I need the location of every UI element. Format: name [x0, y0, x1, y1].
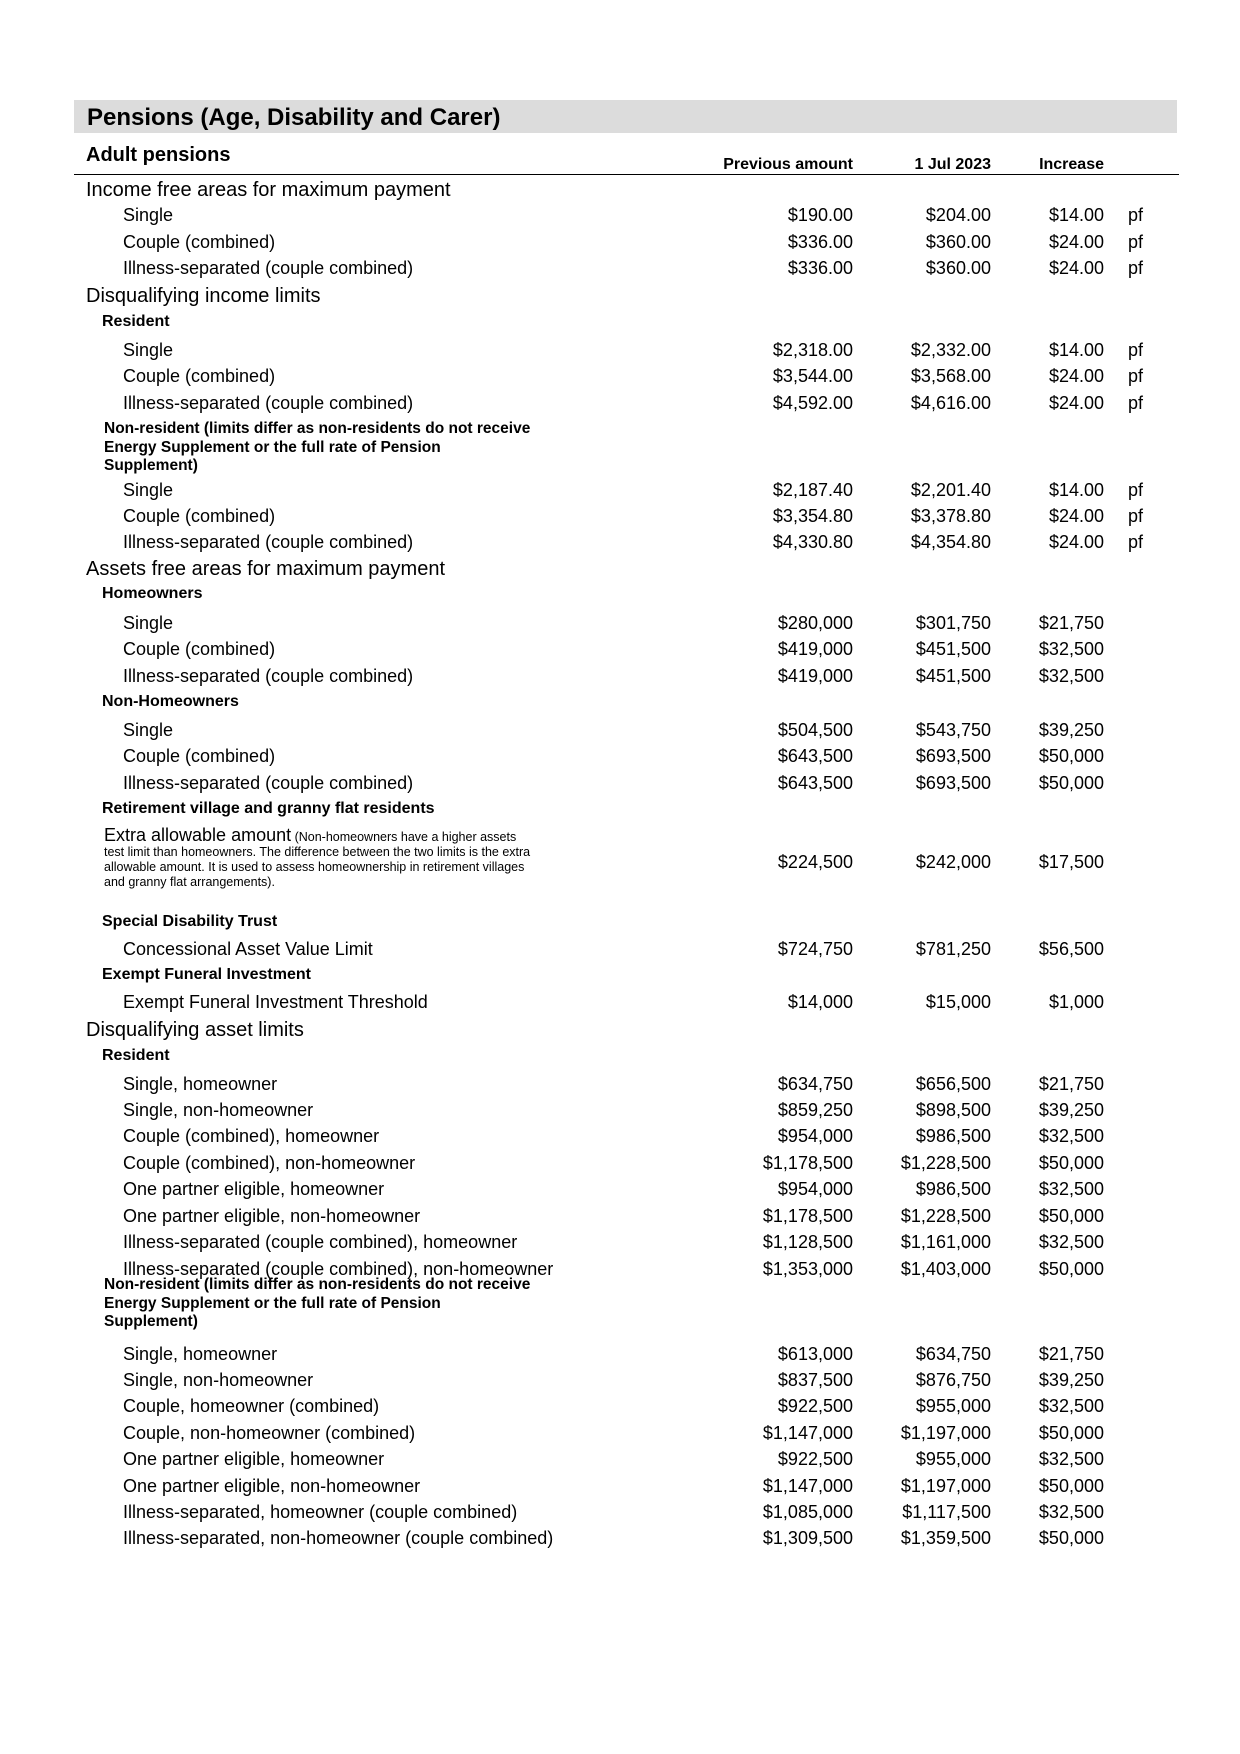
previous-amount: $1,147,000 — [762, 1476, 853, 1496]
increase-amount: $50,000 — [1038, 1423, 1104, 1443]
row-label: Illness-separated (couple combined) — [123, 258, 414, 278]
new-amount: $693,500 — [915, 773, 991, 793]
row-label: Single — [123, 613, 174, 633]
previous-amount: $1,147,000 — [762, 1423, 853, 1443]
row-label-note: (Non-homeowners have a higher assets test limit than homeowners. The difference between the two limits is the extra allowable amount. It is used to assess homeownership in retirement villages and granny flat arrangements). — [104, 830, 531, 889]
row-label: Concessional Asset Value Limit — [123, 939, 373, 959]
row-label: Illness-separated (couple combined) — [123, 666, 414, 686]
increase-amount: $24.00 — [1048, 532, 1104, 552]
increase-amount: $39,250 — [1038, 1100, 1104, 1120]
previous-amount: $1,178,500 — [762, 1206, 853, 1226]
previous-amount: $922,500 — [777, 1396, 853, 1416]
row-label: One partner eligible, homeowner — [123, 1179, 385, 1199]
row-label: Disqualifying income limits — [86, 285, 321, 307]
row-label: Couple (combined) — [123, 746, 276, 766]
row-label: Couple (combined) — [123, 366, 276, 386]
row-label: Single, homeowner — [123, 1074, 278, 1094]
row-label: Resident — [102, 313, 170, 330]
previous-amount: $954,000 — [777, 1126, 853, 1146]
increase-amount: $39,250 — [1038, 1370, 1104, 1390]
row-label: Illness-separated (couple combined) — [123, 773, 414, 793]
new-amount: $1,161,000 — [900, 1232, 991, 1252]
new-amount: $955,000 — [915, 1449, 991, 1469]
row-flag: pf — [1128, 340, 1144, 360]
page-title: Pensions (Age, Disability and Carer) — [87, 104, 501, 131]
previous-amount: $2,187.40 — [772, 480, 853, 500]
row-label: Exempt Funeral Investment Threshold — [123, 992, 428, 1012]
previous-amount: $1,178,500 — [762, 1153, 853, 1173]
new-amount: $634,750 — [915, 1344, 991, 1364]
previous-amount: $3,354.80 — [772, 506, 853, 526]
new-amount: $781,250 — [915, 939, 991, 959]
increase-amount: $50,000 — [1038, 1528, 1104, 1548]
new-amount: $955,000 — [915, 1396, 991, 1416]
increase-amount: $50,000 — [1038, 746, 1104, 766]
increase-amount: $32,500 — [1038, 639, 1104, 659]
row-label: Illness-separated (couple combined), non-homeowner — [123, 1259, 554, 1279]
previous-amount: $419,000 — [777, 666, 853, 686]
previous-amount: $4,592.00 — [772, 393, 853, 413]
row-label: Special Disability Trust — [102, 913, 278, 930]
row-label: Homeowners — [102, 585, 203, 602]
section-subtitle: Adult pensions — [86, 144, 231, 166]
new-amount: $1,359,500 — [900, 1528, 991, 1548]
new-amount: $543,750 — [915, 720, 991, 740]
row-label: Illness-separated (couple combined), homeowner — [123, 1232, 518, 1252]
increase-amount: $32,500 — [1038, 1126, 1104, 1146]
increase-amount: $21,750 — [1038, 1074, 1104, 1094]
previous-amount: $2,318.00 — [772, 340, 853, 360]
row-label: Income free areas for maximum payment — [86, 179, 451, 201]
row-label: Single, non-homeowner — [123, 1100, 314, 1120]
previous-amount: $954,000 — [777, 1179, 853, 1199]
previous-amount: $1,309,500 — [762, 1528, 853, 1548]
new-amount: $1,197,000 — [900, 1423, 991, 1443]
previous-amount: $922,500 — [777, 1449, 853, 1469]
increase-amount: $24.00 — [1048, 366, 1104, 386]
row-label: Single — [123, 720, 174, 740]
increase-amount: $32,500 — [1038, 1179, 1104, 1199]
increase-amount: $50,000 — [1038, 1476, 1104, 1496]
new-amount: $1,197,000 — [900, 1476, 991, 1496]
row-label: One partner eligible, non-homeowner — [123, 1476, 421, 1496]
new-amount: $360.00 — [925, 258, 991, 278]
previous-amount: $837,500 — [777, 1370, 853, 1390]
row-label: Illness-separated, homeowner (couple combined) — [123, 1502, 518, 1522]
row-label: Couple (combined), homeowner — [123, 1126, 380, 1146]
row-label: Exempt Funeral Investment — [102, 966, 311, 983]
row-label: Assets free areas for maximum payment — [86, 558, 446, 580]
increase-amount: $24.00 — [1048, 393, 1104, 413]
row-label: Illness-separated (couple combined) — [123, 532, 414, 552]
increase-amount: $56,500 — [1038, 939, 1104, 959]
row-label: Couple (combined) — [123, 639, 276, 659]
previous-amount: $613,000 — [777, 1344, 853, 1364]
row-flag: pf — [1128, 258, 1144, 278]
row-label: Single — [123, 205, 174, 225]
row-label: Couple (combined) — [123, 506, 276, 526]
increase-amount: $1,000 — [1048, 992, 1104, 1012]
increase-amount: $14.00 — [1048, 480, 1104, 500]
increase-amount: $24.00 — [1048, 258, 1104, 278]
new-amount: $1,403,000 — [900, 1259, 991, 1279]
previous-amount: $224,500 — [777, 852, 853, 872]
row-label: Single, homeowner — [123, 1344, 278, 1364]
row-flag: pf — [1128, 480, 1144, 500]
increase-amount: $24.00 — [1048, 506, 1104, 526]
previous-amount: $643,500 — [777, 773, 853, 793]
previous-amount: $280,000 — [777, 613, 853, 633]
row-label: Non-Homeowners — [102, 693, 239, 710]
increase-amount: $21,750 — [1038, 1344, 1104, 1364]
new-amount: $1,117,500 — [902, 1502, 991, 1522]
increase-amount: $50,000 — [1038, 1259, 1104, 1279]
new-amount: $242,000 — [915, 852, 991, 872]
row-label: Resident — [102, 1047, 170, 1064]
previous-amount: $190.00 — [787, 205, 853, 225]
row-flag: pf — [1128, 506, 1144, 526]
row-label: Retirement village and granny flat residents — [102, 800, 435, 817]
previous-amount: $1,085,000 — [762, 1502, 853, 1522]
increase-amount: $32,500 — [1038, 666, 1104, 686]
row-label-lead: Extra allowable amount — [104, 825, 292, 845]
new-amount: $986,500 — [915, 1126, 991, 1146]
new-amount: $1,228,500 — [900, 1153, 991, 1173]
previous-amount: $724,750 — [777, 939, 853, 959]
new-amount: $986,500 — [915, 1179, 991, 1199]
new-amount: $3,568.00 — [910, 366, 991, 386]
new-amount: $898,500 — [915, 1100, 991, 1120]
increase-amount: $50,000 — [1038, 1206, 1104, 1226]
row-flag: pf — [1128, 532, 1144, 552]
new-amount: $301,750 — [915, 613, 991, 633]
row-label: Illness-separated, non-homeowner (couple combined) — [123, 1528, 554, 1548]
increase-amount: $14.00 — [1048, 205, 1104, 225]
new-amount: $204.00 — [925, 205, 991, 225]
new-amount: $15,000 — [925, 992, 991, 1012]
increase-amount: $32,500 — [1038, 1449, 1104, 1469]
new-amount: $876,750 — [915, 1370, 991, 1390]
new-amount: $451,500 — [915, 666, 991, 686]
previous-amount: $419,000 — [777, 639, 853, 659]
previous-amount: $336.00 — [787, 232, 853, 252]
increase-amount: $14.00 — [1048, 340, 1104, 360]
new-amount: $451,500 — [915, 639, 991, 659]
new-amount: $3,378.80 — [910, 506, 991, 526]
new-amount: $1,228,500 — [900, 1206, 991, 1226]
increase-amount: $39,250 — [1038, 720, 1104, 740]
previous-amount: $14,000 — [787, 992, 853, 1012]
new-amount: $2,332.00 — [910, 340, 991, 360]
row-label: One partner eligible, non-homeowner — [123, 1206, 421, 1226]
increase-amount: $17,500 — [1038, 852, 1104, 872]
previous-amount: $634,750 — [777, 1074, 853, 1094]
column-header-increase: Increase — [1039, 156, 1104, 173]
column-header-new: 1 Jul 2023 — [914, 156, 991, 173]
row-flag: pf — [1128, 232, 1144, 252]
row-label: Couple, homeowner (combined) — [123, 1396, 380, 1416]
new-amount: $693,500 — [915, 746, 991, 766]
row-label: Couple (combined), non-homeowner — [123, 1153, 416, 1173]
column-header-previous: Previous amount — [723, 156, 853, 173]
new-amount: $4,616.00 — [910, 393, 991, 413]
row-label: One partner eligible, homeowner — [123, 1449, 385, 1469]
row-label: Couple, non-homeowner (combined) — [123, 1423, 416, 1443]
row-flag: pf — [1128, 366, 1144, 386]
increase-amount: $24.00 — [1048, 232, 1104, 252]
row-label: Disqualifying asset limits — [86, 1019, 304, 1041]
row-label: Non-resident (limits differ as non-residents do not receive Energy Supplement or the full rate of Pension Supplement) — [104, 420, 531, 474]
row-flag: pf — [1128, 205, 1144, 225]
previous-amount: $1,128,500 — [762, 1232, 853, 1252]
row-flag: pf — [1128, 393, 1144, 413]
row-label: Illness-separated (couple combined) — [123, 393, 414, 413]
increase-amount: $32,500 — [1038, 1232, 1104, 1252]
previous-amount: $504,500 — [777, 720, 853, 740]
row-label: Single — [123, 340, 174, 360]
row-label: Non-resident (limits differ as non-residents do not receive Energy Supplement or the full rate of Pension Supplement) — [104, 1276, 531, 1330]
increase-amount: $32,500 — [1038, 1502, 1104, 1522]
previous-amount: $643,500 — [777, 746, 853, 766]
increase-amount: $32,500 — [1038, 1396, 1104, 1416]
row-label: Couple (combined) — [123, 232, 276, 252]
previous-amount: $1,353,000 — [762, 1259, 853, 1279]
increase-amount: $50,000 — [1038, 1153, 1104, 1173]
new-amount: $2,201.40 — [910, 480, 991, 500]
increase-amount: $50,000 — [1038, 773, 1104, 793]
new-amount: $4,354.80 — [910, 532, 991, 552]
previous-amount: $859,250 — [777, 1100, 853, 1120]
row-label: Single, non-homeowner — [123, 1370, 314, 1390]
previous-amount: $336.00 — [787, 258, 853, 278]
previous-amount: $4,330.80 — [772, 532, 853, 552]
row-label — [104, 825, 534, 890]
increase-amount: $21,750 — [1038, 613, 1104, 633]
row-label: Single — [123, 480, 174, 500]
previous-amount: $3,544.00 — [772, 366, 853, 386]
new-amount: $360.00 — [925, 232, 991, 252]
new-amount: $656,500 — [915, 1074, 991, 1094]
